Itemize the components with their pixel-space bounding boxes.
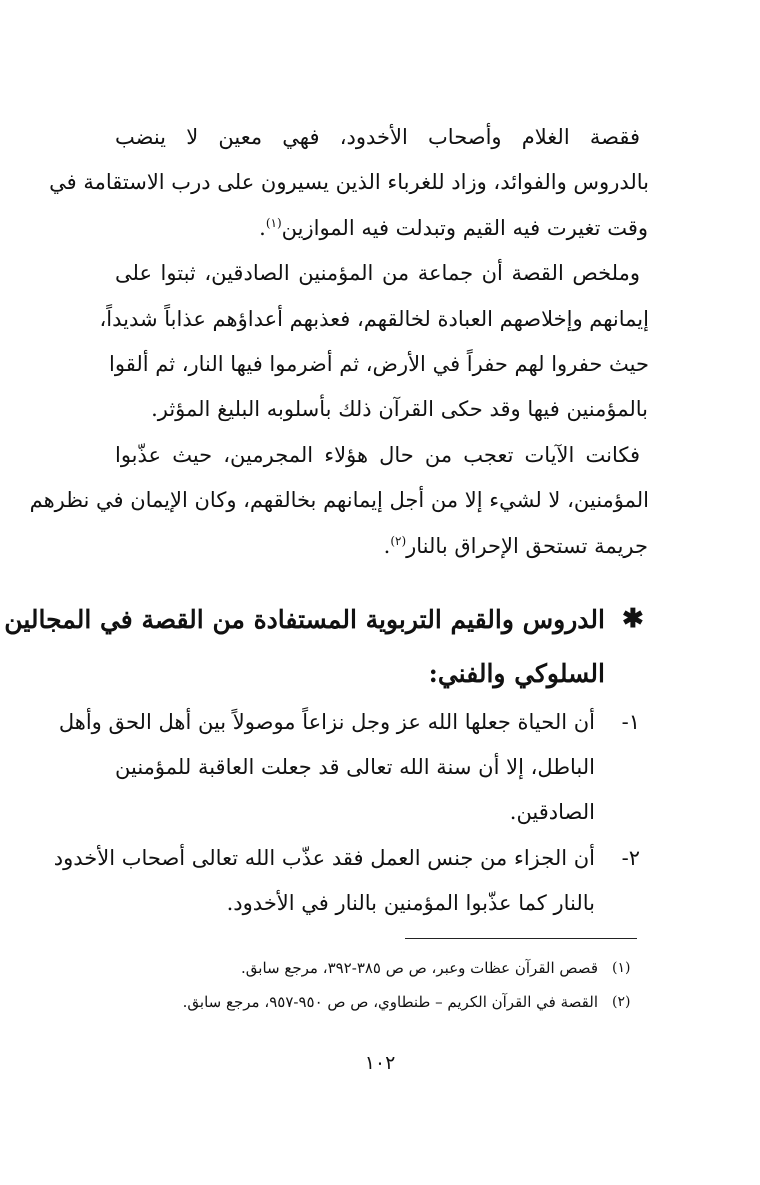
- list-item-2-line-1: أن الجزاء من جنس العمل فقد عذّب الله تعالى أصحاب الأخدود: [53, 846, 595, 870]
- paragraph-3-line-1: فكانت الآيات تعجب من حال هؤلاء المجرمين، حيث عذّبوا: [115, 443, 640, 467]
- footnote-1-text: قصص القرآن عظات وعبر، ص ص ٣٨٥-٣٩٢، مرجع سابق.: [241, 959, 598, 977]
- footnote-2-mark: (٢): [612, 994, 631, 1010]
- paragraph-3-line-3-text: جريمة تستحق الإحراق بالنار: [406, 534, 648, 558]
- list-item-1-number: ١-: [621, 710, 640, 734]
- section-heading-line-2: السلوكي والفني:: [428, 659, 605, 688]
- list-item-2-line-2: بالنار كما عذّبوا المؤمنين بالنار في الأخدود.: [226, 891, 595, 915]
- paragraph-1-line-2: بالدروس والفوائد، وزاد للغرباء الذين يسيرون على درب الاستقامة في: [49, 170, 649, 194]
- footnote-divider: [405, 938, 637, 939]
- paragraph-3-line-2: المؤمنين، لا لشيء إلا من أجل إيمانهم بخالقهم، وكان الإيمان في نظرهم: [29, 488, 649, 512]
- footnote-1-mark: (١): [612, 960, 631, 976]
- heading-bullet-icon: ✱: [622, 604, 644, 634]
- paragraph-1-end: .: [259, 216, 266, 240]
- paragraph-1-line-3: [108, 208, 648, 248]
- list-item-1-line-2: الباطل، إلا أن سنة الله تعالى قد جعلت العاقبة للمؤمنين: [115, 755, 595, 779]
- page-number: ١٠٢: [364, 1052, 396, 1074]
- list-item-1-line-3: الصادقين.: [509, 800, 595, 824]
- footnote-ref-1: (١): [265, 216, 282, 230]
- paragraph-1-line-1: فقصة الغلام وأصحاب الأخدود، فهي معين لا ينضب: [115, 125, 640, 149]
- paragraph-3-line-3: [108, 526, 648, 566]
- paragraph-3-end: .: [383, 534, 391, 558]
- list-item-1-line-1: أن الحياة جعلها الله عز وجل نزاعاً موصولاً بين أهل الحق وأهل: [58, 710, 595, 734]
- paragraph-2-line-2: إيمانهم وإخلاصهم العبادة لخالقهم، فعذبهم أعداؤهم عذاباً شديداً،: [99, 307, 649, 331]
- section-heading-line-1: الدروس والقيم التربوية المستفادة من القصة في المجالين: [4, 605, 605, 634]
- footnote-ref-2: (٢): [390, 534, 407, 548]
- paragraph-2-line-3: حيث حفروا لهم حفراً في الأرض، ثم أضرموا فيها النار، ثم ألقوا: [109, 352, 649, 376]
- footnote-2-text: القصة في القرآن الكريم – طنطاوي، ص ص ٩٥٠-٩٥٧، مرجع سابق.: [182, 993, 598, 1011]
- paragraph-1-line-3-text: وقت تغيرت فيه القيم وتبدلت فيه الموازين: [281, 216, 648, 240]
- list-item-2-number: ٢-: [621, 846, 640, 870]
- paragraph-2-line-1: وملخص القصة أن جماعة من المؤمنين الصادقين، ثبتوا على: [115, 261, 640, 285]
- paragraph-2-line-4: بالمؤمنين فيها وقد حكى القرآن ذلك بأسلوبه البليغ المؤثر.: [151, 397, 648, 421]
